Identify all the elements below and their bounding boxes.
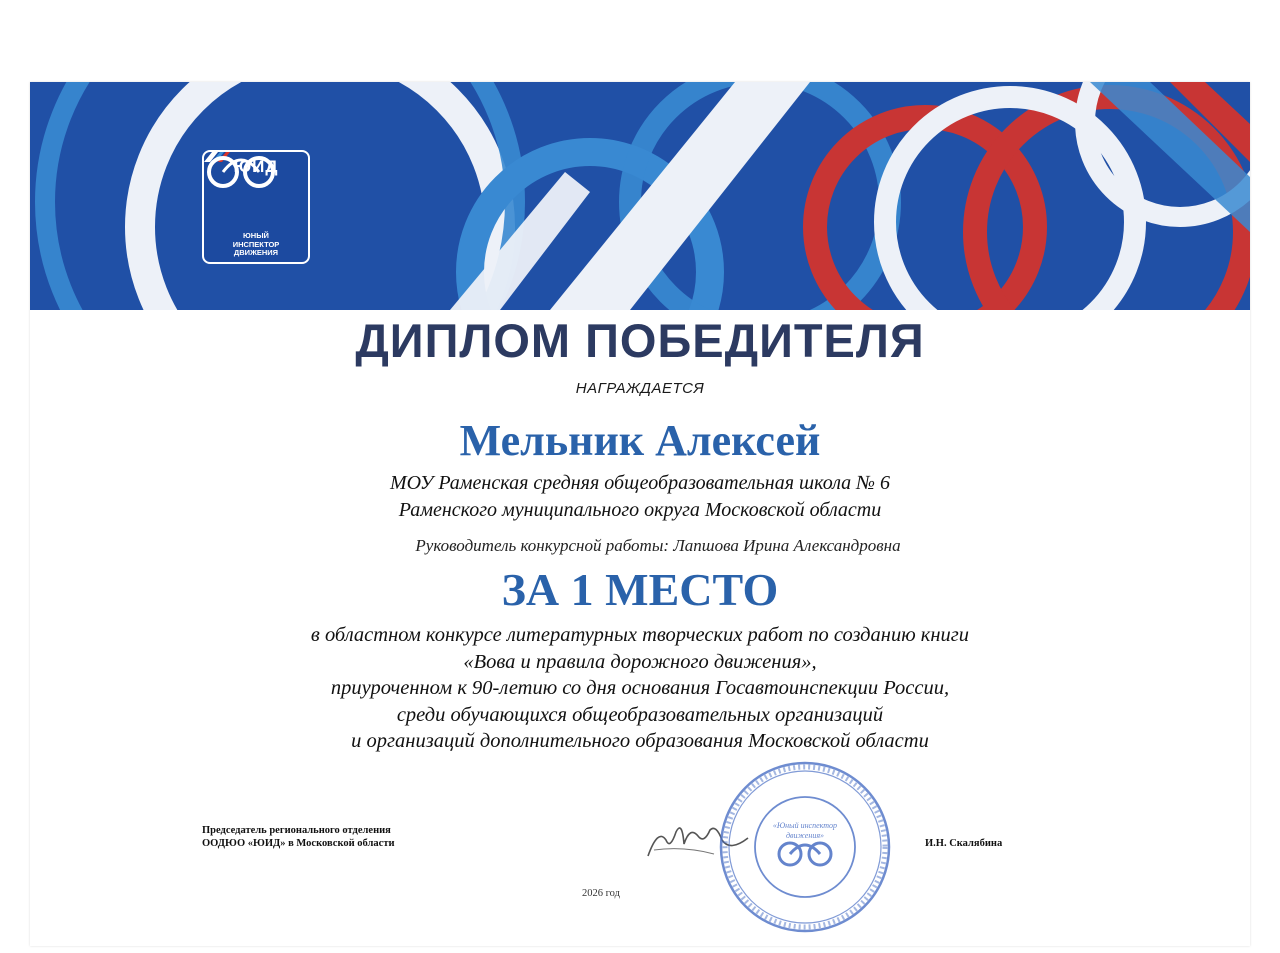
contest-description <box>30 622 1250 755</box>
diploma-certificate <box>30 82 1250 946</box>
svg-text:движения»: движения» <box>785 831 825 840</box>
signer-title <box>202 824 395 850</box>
logo-abbrev: ЮИД <box>233 157 279 176</box>
contest-line: среди обучающихся общеобразовательных организаций <box>396 703 884 726</box>
awarded-label: НАГРАЖДАЕТСЯ <box>575 380 705 397</box>
school-line: Раменского муниципального округа Московской области <box>398 499 882 521</box>
signer-name: И.Н. Скалябина <box>925 838 1003 849</box>
diploma-title: ДИПЛОМ ПОБЕДИТЕЛЯ <box>355 314 925 367</box>
logo-caption <box>204 232 308 258</box>
page-margin <box>0 0 1280 82</box>
youth-road-inspector-logo <box>202 150 310 264</box>
supervisor-line: Руководитель конкурсной работы: Лапшова Ирина Александровна <box>415 536 901 555</box>
logo-caption-line: ЮНЫЙ <box>243 231 269 240</box>
logo-caption-line: ДВИЖЕНИЯ <box>233 248 279 257</box>
contest-line: «Вова и правила дорожного движения», <box>463 650 817 673</box>
school-info <box>30 470 1250 524</box>
recipient-name: Мельник Алексей <box>459 416 821 465</box>
header-banner <box>30 82 1250 310</box>
seal-stamp <box>716 758 894 936</box>
signer-title-line: Председатель регионального отделения <box>202 825 391 836</box>
contest-line: в областном конкурсе литературных творческих работ по созданию книги <box>310 624 970 646</box>
place-award: ЗА 1 МЕСТО <box>501 564 779 615</box>
logo-caption-line: ИНСПЕКТОР <box>232 239 280 249</box>
contest-line: приуроченном к 90-летию со дня основания Госавтоинспекции России, <box>330 677 950 699</box>
contest-line: и организаций дополнительного образования Московской области <box>351 730 929 752</box>
issue-year: 2026 год <box>582 888 620 899</box>
svg-text:«Юный инспектор: «Юный инспектор <box>772 821 838 830</box>
signer-title-line: ООДЮО «ЮИД» в Московской области <box>202 838 395 849</box>
school-line: МОУ Раменская средняя общеобразовательная школа № 6 <box>389 472 891 494</box>
bicycle-icon <box>204 152 278 190</box>
